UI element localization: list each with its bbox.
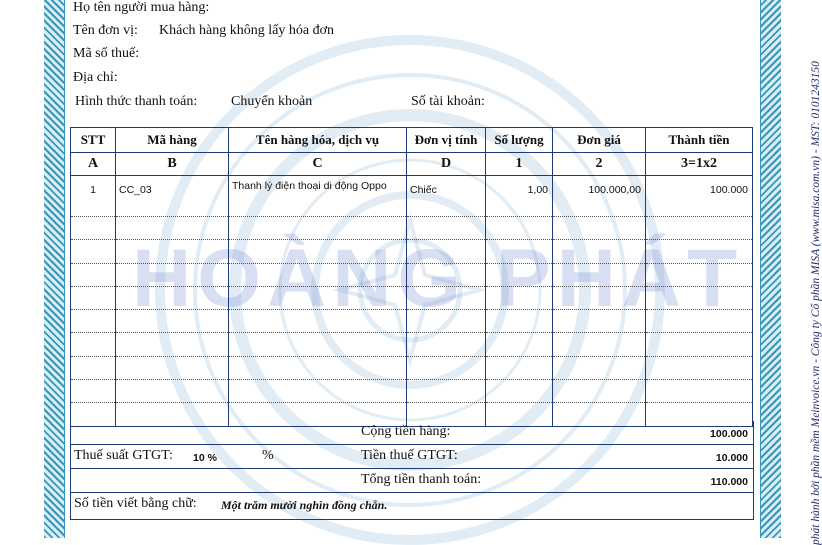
invoice-summary (70, 421, 754, 520)
header-unit: Đơn vị tính (407, 128, 486, 153)
issuer-note-text: phát hành bởi phần mềm Meinvoice.vn - Công ty Cổ phần MISA (www.misa.com.vn) - MST: 0101243150 (810, 61, 822, 545)
vat-row (71, 444, 753, 468)
vat-amount-value: 10.000 (715, 452, 748, 464)
amount-in-words-row (71, 492, 753, 519)
subtotal-row (71, 421, 753, 444)
table-row-empty (71, 356, 753, 379)
header-item-name: Tên hàng hóa, dịch vụ (229, 128, 407, 153)
amount-in-words-label: Số tiền viết bằng chữ: (74, 496, 197, 511)
unit-row (73, 23, 334, 39)
items-table (70, 127, 753, 427)
decorative-frame-right (760, 0, 781, 538)
header-quantity: Số lượng (486, 128, 553, 153)
address-label: Địa chỉ: (73, 70, 118, 85)
header-unit-price: Đơn giá (553, 128, 646, 153)
table-row-empty (71, 333, 753, 356)
code-1: 1 (486, 153, 553, 176)
vat-rate-label: Thuế suất GTGT: (74, 448, 173, 463)
code-d: D (407, 153, 486, 176)
subtotal-value: 100.000 (710, 428, 748, 440)
cell-unit-price: 100.000,00 (553, 176, 646, 217)
unit-label: Tên đơn vị: (73, 23, 138, 38)
code-a: A (71, 153, 116, 176)
tax-code-label: Mã số thuế: (73, 46, 140, 61)
watermark-text: HOÀNG PHÁT (132, 233, 744, 324)
subtotal-label: Cộng tiền hàng: (361, 424, 451, 439)
payment-value: Chuyển khoản (231, 94, 313, 109)
cell-unit: Chiếc (407, 176, 486, 217)
unit-value: Khách hàng không lấy hóa đơn (159, 23, 334, 38)
amount-in-words-value: Một trăm mười nghìn đồng chẵn. (221, 498, 388, 512)
header-amount: Thành tiền (646, 128, 753, 153)
code-2: 2 (553, 153, 646, 176)
total-label: Tổng tiền thanh toán: (361, 472, 482, 487)
payment-label: Hình thức thanh toán: (75, 94, 198, 109)
table-row-empty (71, 310, 753, 333)
vat-rate-value: 10 % (193, 452, 217, 464)
column-code-row (71, 153, 753, 176)
tax-code-row (73, 46, 139, 62)
page-margin (0, 0, 44, 538)
code-3: 3=1x2 (646, 153, 753, 176)
table-row (71, 176, 753, 217)
table-row-empty (71, 217, 753, 240)
cell-amount: 100.000 (646, 176, 753, 217)
code-b: B (116, 153, 229, 176)
header-item-code: Mã hàng (116, 128, 229, 153)
vat-amount-label: Tiền thuế GTGT: (361, 448, 458, 463)
payment-row (75, 94, 485, 110)
decorative-frame-left (44, 0, 65, 538)
cell-item-name: Thanh lý điện thoại di động Oppo (229, 176, 407, 217)
cell-item-code: CC_03 (116, 176, 229, 217)
table-header-row (71, 128, 753, 153)
vat-percent-sign: % (262, 448, 274, 463)
account-label: Số tài khoản: (411, 94, 485, 109)
table-row-empty (71, 263, 753, 286)
address-row (73, 70, 118, 86)
code-c: C (229, 153, 407, 176)
total-row (71, 468, 753, 492)
buyer-name-row (73, 0, 209, 16)
cell-stt: 1 (71, 176, 116, 217)
table-row-empty (71, 380, 753, 403)
table-row-empty (71, 240, 753, 263)
issuer-note (780, 0, 822, 545)
total-value: 110.000 (710, 476, 748, 488)
table-row-empty (71, 286, 753, 309)
header-stt: STT (71, 128, 116, 153)
buyer-name-label: Họ tên người mua hàng: (73, 0, 210, 15)
cell-quantity: 1,00 (486, 176, 553, 217)
